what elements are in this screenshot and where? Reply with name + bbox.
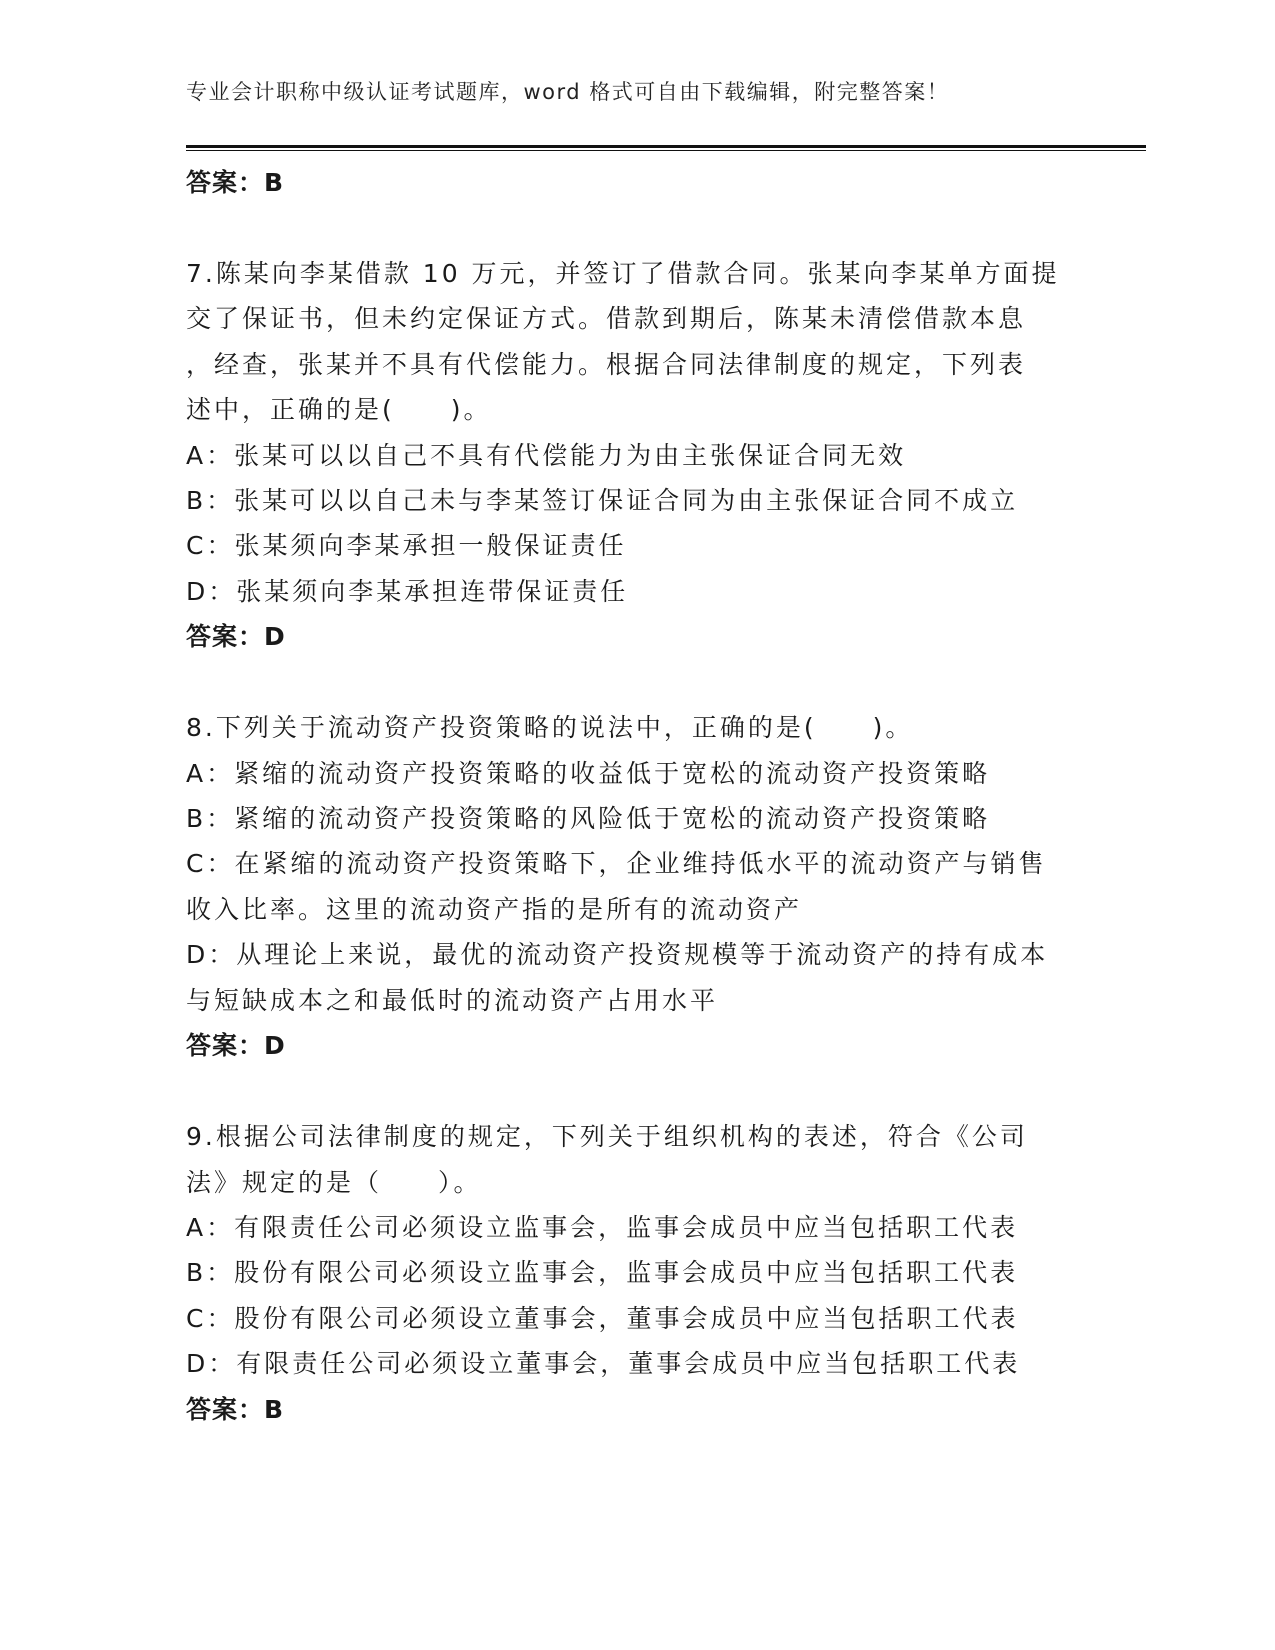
option-c: C：在紧缩的流动资产投资策略下，企业维持低水平的流动资产与销售 [186,849,1047,879]
question-8 [186,705,1086,1069]
option-d: D：从理论上来说，最优的流动资产投资规模等于流动资产的持有成本 [186,940,1049,970]
header-rule-thin [186,150,1146,151]
answer-line: 答案：B [186,1394,285,1424]
option-d: D：张某须向李某承担连带保证责任 [186,576,629,606]
question-stem: 8.下列关于流动资产投资策略的说法中，正确的是( )。 [186,713,914,743]
option-a: A：紧缩的流动资产投资策略的收益低于宽松的流动资产投资策略 [186,758,991,788]
option-b: B：紧缩的流动资产投资策略的风险低于宽松的流动资产投资策略 [186,804,991,834]
option-a: A：有限责任公司必须设立监事会，监事会成员中应当包括职工代表 [186,1212,1019,1242]
question-9 [186,1114,1086,1432]
answer-line: 答案：B [186,168,285,197]
question-stem: 法》规定的是（ ）。 [186,1167,482,1197]
answer-line: 答案：D [186,1031,286,1061]
option-a: A：张某可以以自己不具有代偿能力为由主张保证合同无效 [186,440,907,470]
option-c-continued: 收入比率。这里的流动资产指的是所有的流动资产 [186,894,803,924]
question-stem: 9.根据公司法律制度的规定，下列关于组织机构的表述，符合《公司 [186,1122,1028,1152]
option-b: B：张某可以以自己未与李某签订保证合同为由主张保证合同不成立 [186,486,1019,516]
page-header: 专业会计职称中级认证考试题库，word 格式可自由下载编辑，附完整答案！ [186,80,950,104]
option-c: C：股份有限公司必须设立董事会，董事会成员中应当包括职工代表 [186,1303,1019,1333]
question-stem: 7.陈某向李某借款 10 万元，并签订了借款合同。张某向李某单方面提 [186,259,1060,288]
question-stem: 交了保证书，但未约定保证方式。借款到期后，陈某未清偿借款本息 [186,304,1027,334]
answer-line: 答案：D [186,622,286,652]
document-body [186,160,1086,1433]
option-d-continued: 与短缺成本之和最低时的流动资产占用水平 [186,985,719,1015]
option-c: C：张某须向李某承担一般保证责任 [186,531,627,561]
option-d: D：有限责任公司必须设立董事会，董事会成员中应当包括职工代表 [186,1349,1021,1379]
question-7 [186,251,1086,660]
header-rule-thick [186,145,1146,148]
question-stem: 述中，正确的是( )。 [186,395,492,425]
option-b: B：股份有限公司必须设立监事会，监事会成员中应当包括职工代表 [186,1258,1019,1288]
question-stem: ，经查，张某并不具有代偿能力。根据合同法律制度的规定，下列表 [186,349,1027,379]
